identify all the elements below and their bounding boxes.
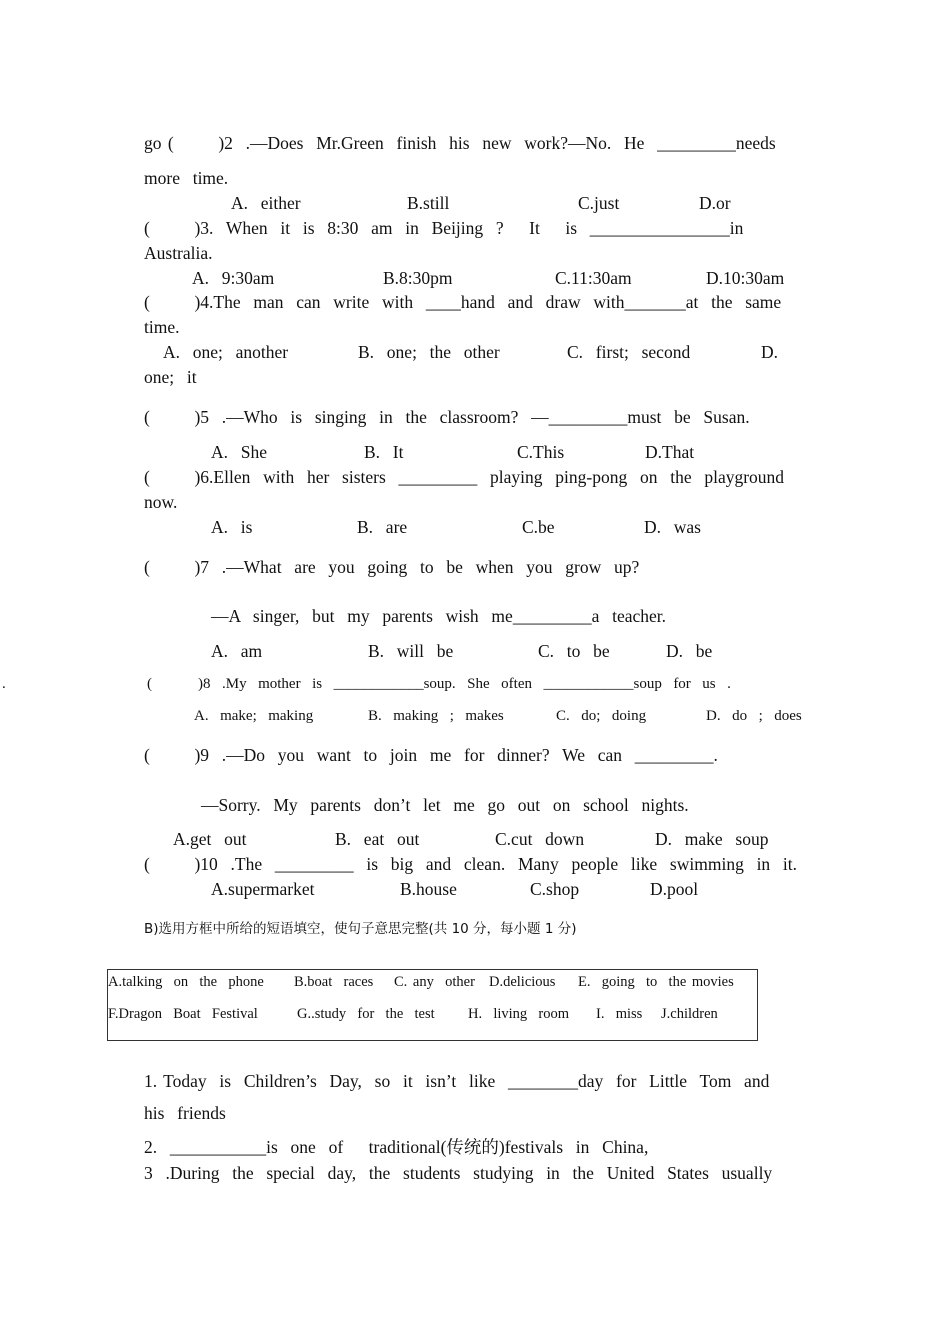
q2-option-b: B.still [407, 193, 450, 213]
question-2-line-cont: more time. [144, 168, 229, 188]
q5-option-c: C.This [517, 442, 565, 462]
word-bank-i: I. miss [596, 1006, 643, 1022]
q9-option-c: C.cut down [495, 829, 585, 849]
margin-dot: . [2, 676, 6, 692]
q4-option-a: A. one; another [163, 342, 289, 362]
q9-option-d: D. make soup [655, 829, 769, 849]
word-bank-e: E. going to the movies [578, 974, 734, 990]
question-6-line: ( )6.Ellen with her sisters _________ playing ping-pong on the playground [144, 467, 785, 487]
question-7-line: ( )7 .—What are you going to be when you grow up? [144, 557, 640, 577]
q4-option-d-cont: one; it [144, 367, 197, 387]
word-bank-d: D.delicious [489, 974, 556, 990]
q5-option-a: A. She [211, 442, 268, 462]
question-6-line-cont: now. [144, 492, 178, 512]
q3-option-c: C.11:30am [555, 268, 632, 288]
q3-option-d: D.10:30am [706, 268, 785, 288]
q7-option-b: B. will be [368, 641, 454, 661]
question-4-line: ( )4.The man can write with ____hand and draw with_______at the same [144, 292, 782, 312]
q8-option-c: C. do; doing [556, 708, 647, 724]
section-b-heading: B)选用方框中所给的短语填空，使句子意思完整(共 10 分，每小题 1 分) [144, 921, 577, 937]
q6-option-d: D. was [644, 517, 701, 537]
q7-option-d: D. be [666, 641, 713, 661]
q10-option-b: B.house [400, 879, 457, 899]
q7-option-c: C. to be [538, 641, 610, 661]
word-bank-f: F.Dragon Boat Festival [108, 1006, 258, 1022]
question-5-line: ( )5 .—Who is singing in the classroom? —_________must be Susan. [144, 407, 750, 427]
q7-option-a: A. am [211, 641, 263, 661]
q10-option-d: D.pool [650, 879, 699, 899]
question-9-line-cont: —Sorry. My parents don’t let me go out on school nights. [201, 795, 689, 815]
q2-option-d: D.or [699, 193, 731, 213]
question-4-line-cont: time. [144, 317, 180, 337]
question-8-line: ( )8 .My mother is ____________soup. She often ____________soup for us . [147, 676, 731, 692]
fill-question-1-cont: his friends [144, 1103, 226, 1123]
question-7-line-cont: —A singer, but my parents wish me_________a teacher. [211, 606, 666, 626]
q2-option-a: A. either [231, 193, 301, 213]
question-9-line: ( )9 .—Do you want to join me for dinner? We can _________. [144, 745, 718, 765]
q6-option-b: B. are [357, 517, 408, 537]
q5-option-d: D.That [645, 442, 695, 462]
question-2-line: go ( )2 .—Does Mr.Green finish his new work?—No. He _________needs [144, 133, 776, 153]
q8-option-a: A. make; making [194, 708, 314, 724]
word-bank-a: A.talking on the phone [108, 974, 264, 990]
fill-question-2: 2. ___________is one of traditional(传统的)festivals in China, [144, 1137, 649, 1157]
q3-option-b: B.8:30pm [383, 268, 453, 288]
q5-option-b: B. It [364, 442, 404, 462]
question-3-line: ( )3. When it is 8:30 am in Beijing ? It is ________________in [144, 218, 744, 238]
q10-option-c: C.shop [530, 879, 580, 899]
word-bank-h: H. living room [468, 1006, 570, 1022]
question-3-line-cont: Australia. [144, 243, 213, 263]
q3-option-a: A. 9:30am [192, 268, 275, 288]
question-10-line: ( )10 .The _________ is big and clean. Many people like swimming in it. [144, 854, 798, 874]
word-bank-j: J.children [661, 1006, 718, 1022]
fill-question-3: 3 .During the special day, the students studying in the United States usually [144, 1163, 773, 1183]
q4-option-c: C. first; second [567, 342, 691, 362]
q8-option-d: D. do ; does [706, 708, 802, 724]
fill-question-1: 1. Today is Children’s Day, so it isn’t like ________day for Little Tom and [144, 1071, 770, 1091]
q8-option-b: B. making ; makes [368, 708, 504, 724]
q4-option-b: B. one; the other [358, 342, 500, 362]
q6-option-a: A. is [211, 517, 253, 537]
q10-option-a: A.supermarket [211, 879, 315, 899]
q2-option-c: C.just [578, 193, 620, 213]
q4-option-d: D. [761, 342, 779, 362]
word-bank-b: B.boat races [294, 974, 374, 990]
word-bank-c: C. any other [394, 974, 475, 990]
q9-option-a: A.get out [173, 829, 247, 849]
q9-option-b: B. eat out [335, 829, 420, 849]
q6-option-c: C.be [522, 517, 555, 537]
word-bank-g: G..study for the test [297, 1006, 435, 1022]
